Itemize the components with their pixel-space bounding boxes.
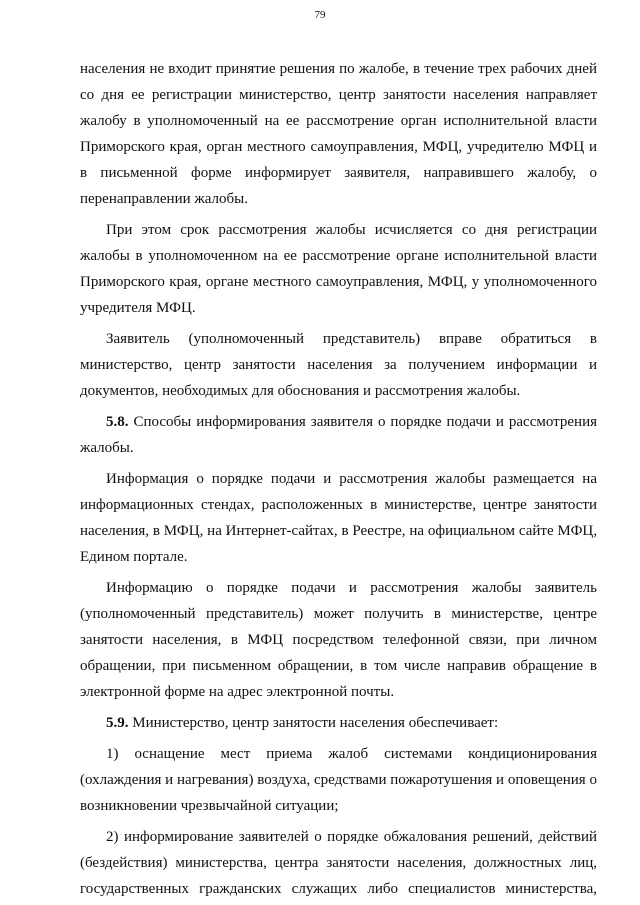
section-number: 5.9. [106, 715, 129, 731]
paragraph-applicant-rights: Заявитель (уполномоченный представитель) вправе обратиться в министерство, центр занятости населения за получением информации и документов, необходимых для обоснования и рассмотрения жалобы. [80, 331, 597, 399]
section-5-8-heading [80, 409, 597, 461]
section-title: Министерство, центр занятости населения обеспечивает: [132, 715, 499, 731]
section-title: Способы информирования заявителя о порядке подачи и рассмотрения жалобы. [80, 414, 597, 456]
page-number: 79 [314, 9, 326, 21]
paragraph-information-placement: Информация о порядке подачи и рассмотрения жалобы размещается на информационных стендах, расположенных в министерстве, центре занятости населения, в МФЦ, на Интернет-сайтах, в Реестре, на официальном сайте МФЦ, Едином портале. [80, 471, 597, 565]
document-body [80, 56, 597, 902]
list-item-informing: 2) информирование заявителей о порядке обжалования решений, действий (бездействия) министерства, центра занятости населения, должностных лиц, государственных гражданских служащих либо специалистов министерства, [80, 829, 597, 897]
paragraph-review-period: При этом срок рассмотрения жалобы исчисляется со дня регистрации жалобы в уполномоченном на ее рассмотрение органе исполнительной власти Приморского края, органе местного самоуправления, МФЦ, у уполномоченного учредителя МФЦ. [80, 222, 597, 316]
section-number: 5.8. [106, 414, 129, 430]
section-5-9-heading [80, 710, 597, 736]
list-item-equipment: 1) оснащение мест приема жалоб системами кондиционирования (охлаждения и нагревания) воздуха, средствами пожаротушения и оповещения о возникновении чрезвычайной ситуации; [80, 746, 597, 814]
paragraph-redirect-complaint: населения не входит принятие решения по жалобе, в течение трех рабочих дней со дня ее регистрации министерство, центр занятости населения направляет жалобу в уполномоченный на ее рассмотрение орган исполнительной власти Приморского края, орган местного самоуправления, МФЦ, учредителю МФЦ и в письменной форме информирует заявителя, направившего жалобу, о перенаправлении жалобы. [80, 61, 597, 207]
paragraph-information-channels: Информацию о порядке подачи и рассмотрения жалобы заявитель (уполномоченный представитель) может получить в министерстве, центре занятости населения, в МФЦ посредством телефонной связи, при личном обращении, при письменном обращении, в том числе направив обращение в электронной форме на адрес электронной почты. [80, 580, 597, 700]
